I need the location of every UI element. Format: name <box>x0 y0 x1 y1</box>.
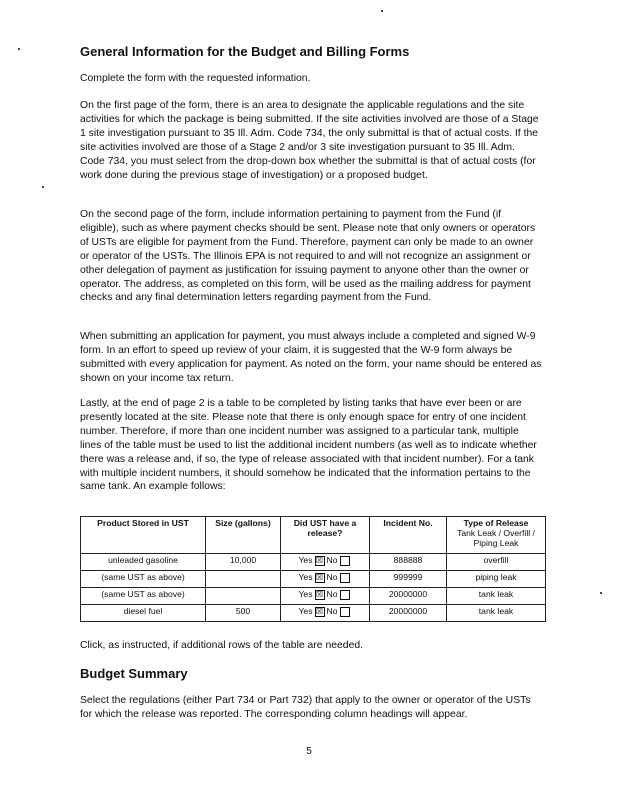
cell-product: (same UST as above) <box>81 571 206 588</box>
cell-release <box>281 588 370 605</box>
no-checkbox <box>340 573 350 583</box>
paragraph-w9: When submitting an application for payment, you must always include a completed and signed W-9 form. In an effort to speed up review of your claim, it is suggested that the W-9 form always be submitted with every application for payment. As noted on the form, your name should be entered as shown on your income tax return. <box>80 331 542 384</box>
cell-incident: 20000000 <box>370 588 447 605</box>
cell-incident: 20000000 <box>370 605 447 622</box>
cell-size <box>206 588 281 605</box>
no-label: No <box>326 589 338 599</box>
cell-release <box>281 554 370 571</box>
section-heading-budget: Budget Summary <box>80 666 188 681</box>
no-checkbox <box>340 556 350 566</box>
cell-product: unleaded gasoline <box>81 554 206 571</box>
cell-release-type: overfill <box>447 554 546 571</box>
paragraph-budget-summary: Select the regulations (either Part 734 or Part 732) that apply to the owner or operator of the USTs for which the release was reported. The corresponding column headings will appear. <box>80 695 531 720</box>
header-size: Size (gallons) <box>206 517 281 554</box>
cell-release-type: piping leak <box>447 571 546 588</box>
no-label: No <box>326 555 338 565</box>
cell-release <box>281 605 370 622</box>
cell-size: 10,000 <box>206 554 281 571</box>
table-row <box>81 605 546 622</box>
yes-checkbox-checked: ☒ <box>315 572 324 582</box>
header-release: Did UST have a release? <box>281 517 370 554</box>
cell-release-type: tank leak <box>447 605 546 622</box>
cell-incident: 888888 <box>370 554 447 571</box>
paragraph-table-info: Lastly, at the end of page 2 is a table to be completed by listing tanks that have ever been or are presently located at the site. Please note that there is only enough space for entry of one incident number. Therefore, if more than one incident number was assigned to a particular tank, multiple lines of the table must be used to list the additional incident numbers (as well as to indicate whether there was a release and, if so, the type of release associated with that incident number). For a tank with multiple incident numbers, it should somehow be indicated that the information pertains to the same tank. An example follows: <box>80 398 537 493</box>
cell-size: 500 <box>206 605 281 622</box>
yes-label: Yes <box>298 606 313 616</box>
header-type-label: Type of Release <box>463 518 529 528</box>
no-checkbox <box>340 590 350 600</box>
ust-example-table <box>80 516 546 622</box>
paragraph-second-page: On the second page of the form, include information pertaining to payment from the Fund (if eligible), such as where payment checks should be sent. Please note that only owners or operators of USTs are eligible for payment from the Fund. Therefore, payment can only be made to an owner or operator of the USTs. The Illinois EPA is not required to and will not recognize an assignment or other delegation of payment as justification for issuing payment to anyone other than the owner or operator. The address, as completed on this form, will be used as the mailing address for payment checks and any final determination letters regarding payment from the Fund. <box>80 209 536 304</box>
cell-incident: 999999 <box>370 571 447 588</box>
cell-product: (same UST as above) <box>81 588 206 605</box>
scan-speck <box>600 592 602 594</box>
no-label: No <box>326 572 338 582</box>
header-incident: Incident No. <box>370 517 447 554</box>
table-header-row <box>81 517 546 554</box>
section-heading-general: General Information for the Budget and Billing Forms <box>80 44 410 59</box>
table-row <box>81 571 546 588</box>
scan-speck <box>18 48 20 50</box>
scan-speck <box>381 10 383 12</box>
yes-checkbox-checked: ☒ <box>315 589 324 599</box>
page-number: 5 <box>306 746 312 757</box>
intro-paragraph: Complete the form with the requested information. <box>80 73 311 84</box>
yes-checkbox-checked: ☒ <box>315 606 324 616</box>
table-row <box>81 554 546 571</box>
yes-label: Yes <box>298 555 313 565</box>
no-checkbox <box>340 607 350 617</box>
yes-label: Yes <box>298 572 313 582</box>
header-product: Product Stored in UST <box>81 517 206 554</box>
cell-product: diesel fuel <box>81 605 206 622</box>
table-row <box>81 588 546 605</box>
scan-speck <box>42 186 44 188</box>
cell-release-type: tank leak <box>447 588 546 605</box>
cell-release <box>281 571 370 588</box>
header-type <box>447 517 546 554</box>
header-type-sub: Tank Leak / Overfill / Piping Leak <box>457 528 535 548</box>
yes-label: Yes <box>298 589 313 599</box>
paragraph-first-page: On the first page of the form, there is an area to designate the applicable regulations and the site activities for which the package is being submitted. If the site activities involved are those of a Stage 1 site investigation pursuant to 35 Ill. Adm. Code 734, the only submittal is that of actual costs. If the site activities involved are those of a Stage 2 and/or 3 site investigation pursuant to 35 Ill. Adm. Code 734, you must select from the drop-down box whether the submittal is that of actual costs (for work done during the previous stage of investigation) or a proposed budget. <box>80 100 539 181</box>
no-label: No <box>326 606 338 616</box>
cell-size <box>206 571 281 588</box>
yes-checkbox-checked: ☒ <box>315 555 324 565</box>
paragraph-after-table: Click, as instructed, if additional rows of the table are needed. <box>80 640 364 651</box>
